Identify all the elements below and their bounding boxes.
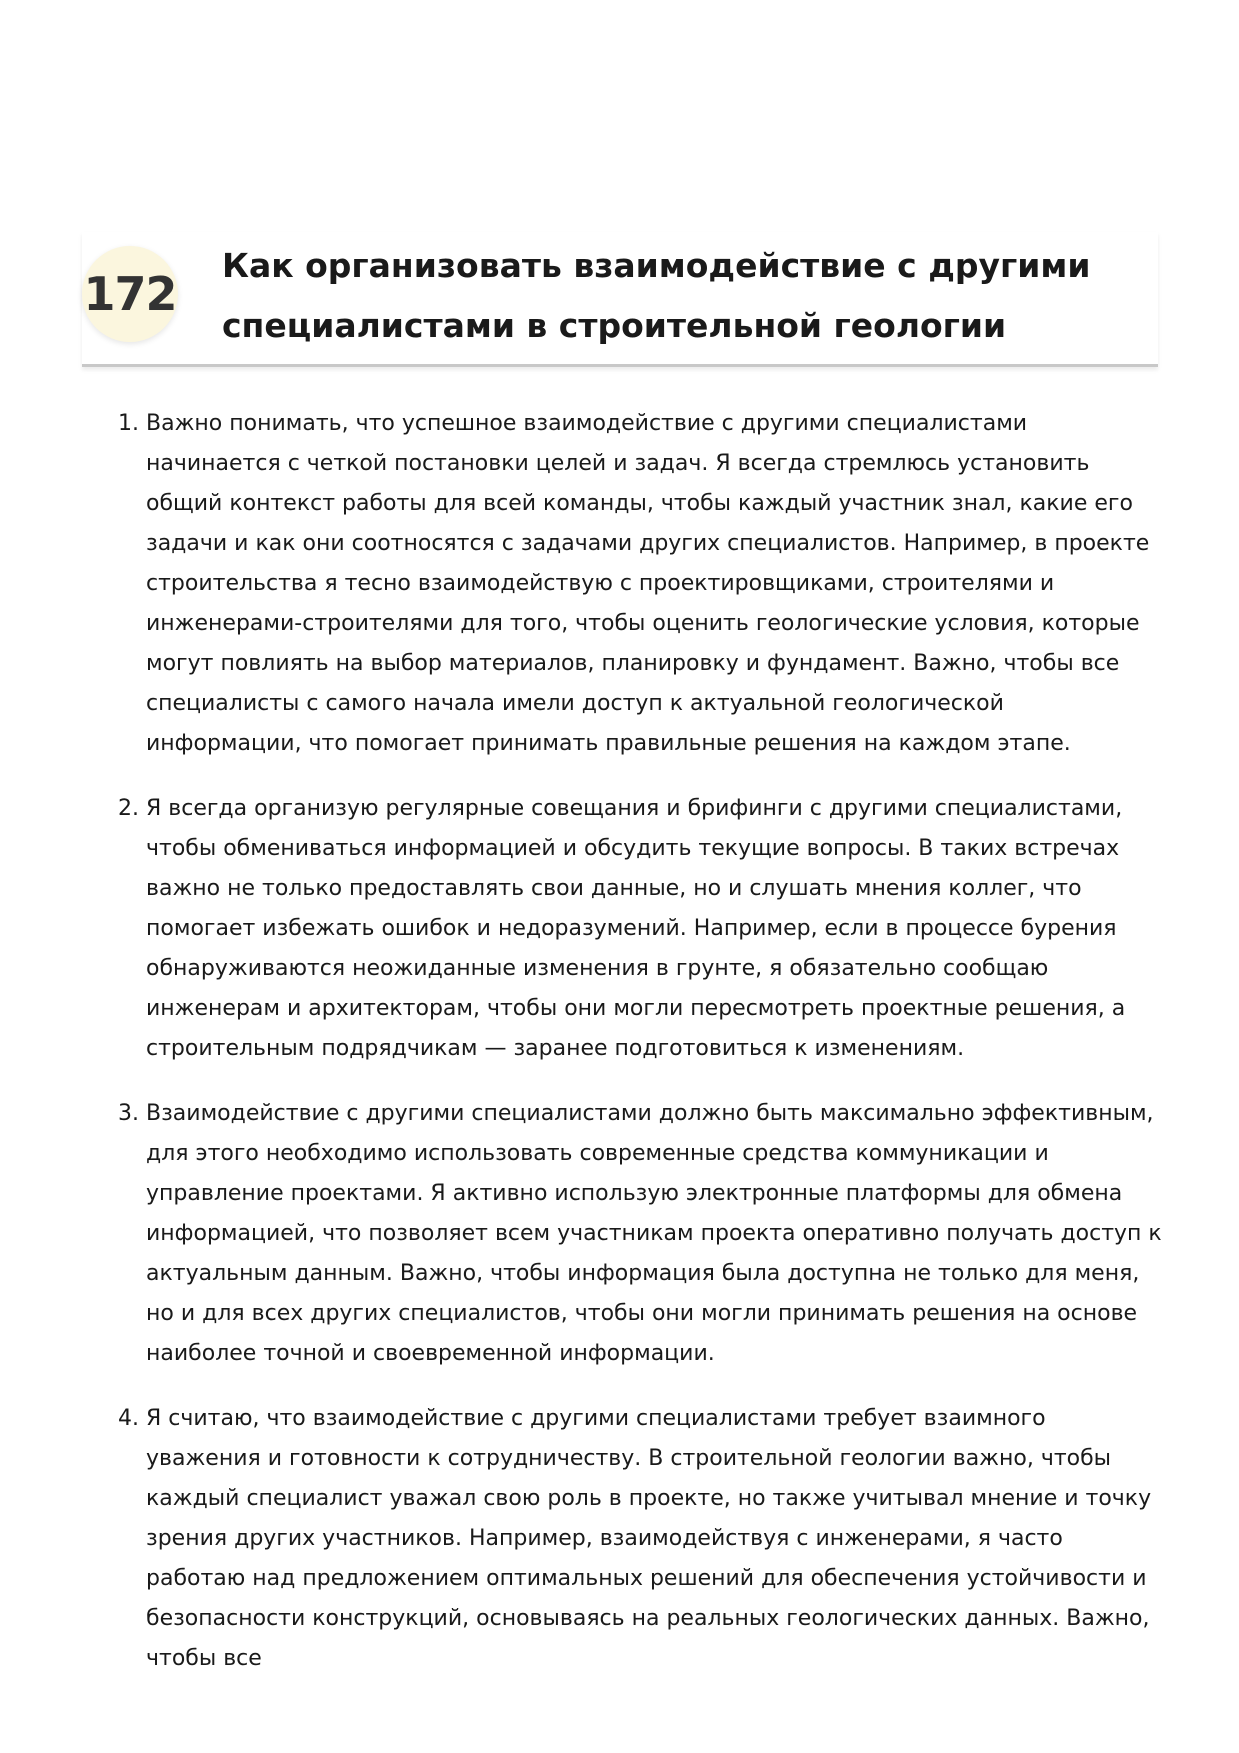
list-item-number: 4. bbox=[118, 1406, 139, 1431]
chapter-content bbox=[118, 404, 1163, 1704]
list-item-text: Я считаю, что взаимодействие с другими специалистами требует взаимного уважения и готовности к сотрудничеству. В строительной геологии важно, чтобы каждый специалист уважал свою роль в проекте, но также учитывал мнение и точку зрения других участников. Например, взаимодействуя с инженерами, я часто работаю над предложением оптимальных решений для обеспечения устойчивости и безопасности конструкций, основываясь на реальных геологических данных. Важно, чтобы все bbox=[146, 1406, 1152, 1671]
list-item bbox=[118, 1399, 1163, 1679]
chapter-number-badge: 172 bbox=[82, 246, 178, 342]
chapter-header bbox=[82, 232, 1158, 367]
list-item-number: 3. bbox=[118, 1101, 139, 1126]
list-item-text: Важно понимать, что успешное взаимодействие с другими специалистами начинается с четкой постановки целей и задач. Я всегда стремлюсь установить общий контекст работы для всей команды, чтобы каждый участник знал, какие его задачи и как они соотносятся с задачами других специалистов. Например, в проекте строительства я тесно взаимодействую с проектировщиками, строителями и инженерами-строителями для того, чтобы оценить геологические условия, которые могут повлиять на выбор материалов, планировку и фундамент. Важно, чтобы все специалисты с самого начала имели доступ к актуальной геологической информации, что помогает принимать правильные решения на каждом этапе. bbox=[146, 411, 1150, 756]
list-item-number: 1. bbox=[118, 411, 139, 436]
list-item bbox=[118, 404, 1163, 764]
list-item-number: 2. bbox=[118, 796, 139, 821]
chapter-title: Как организовать взаимодействие с другими специалистами в строительной геологии bbox=[222, 246, 1091, 345]
list-item-text: Я всегда организую регулярные совещания и брифинги с другими специалистами, чтобы обмениваться информацией и обсудить текущие вопросы. В таких встречах важно не только предоставлять свои данные, но и слушать мнения коллег, что помогает избежать ошибок и недоразумений. Например, если в процессе бурения обнаруживаются неожиданные изменения в грунте, я обязательно сообщаю инженерам и архитекторам, чтобы они могли пересмотреть проектные решения, а строительным подрядчикам — заранее подготовиться к изменениям. bbox=[146, 796, 1126, 1061]
list-item bbox=[118, 1094, 1163, 1374]
numbered-list bbox=[118, 404, 1163, 1679]
list-item-text: Взаимодействие с другими специалистами должно быть максимально эффективным, для этого необходимо использовать современные средства коммуникации и управление проектами. Я активно использую электронные платформы для обмена информацией, что позволяет всем участникам проекта оперативно получать доступ к актуальным данным. Важно, чтобы информация была доступна не только для меня, но и для всех других специалистов, чтобы они могли принимать решения на основе наиболее точной и своевременной информации. bbox=[146, 1101, 1162, 1366]
list-item bbox=[118, 789, 1163, 1069]
